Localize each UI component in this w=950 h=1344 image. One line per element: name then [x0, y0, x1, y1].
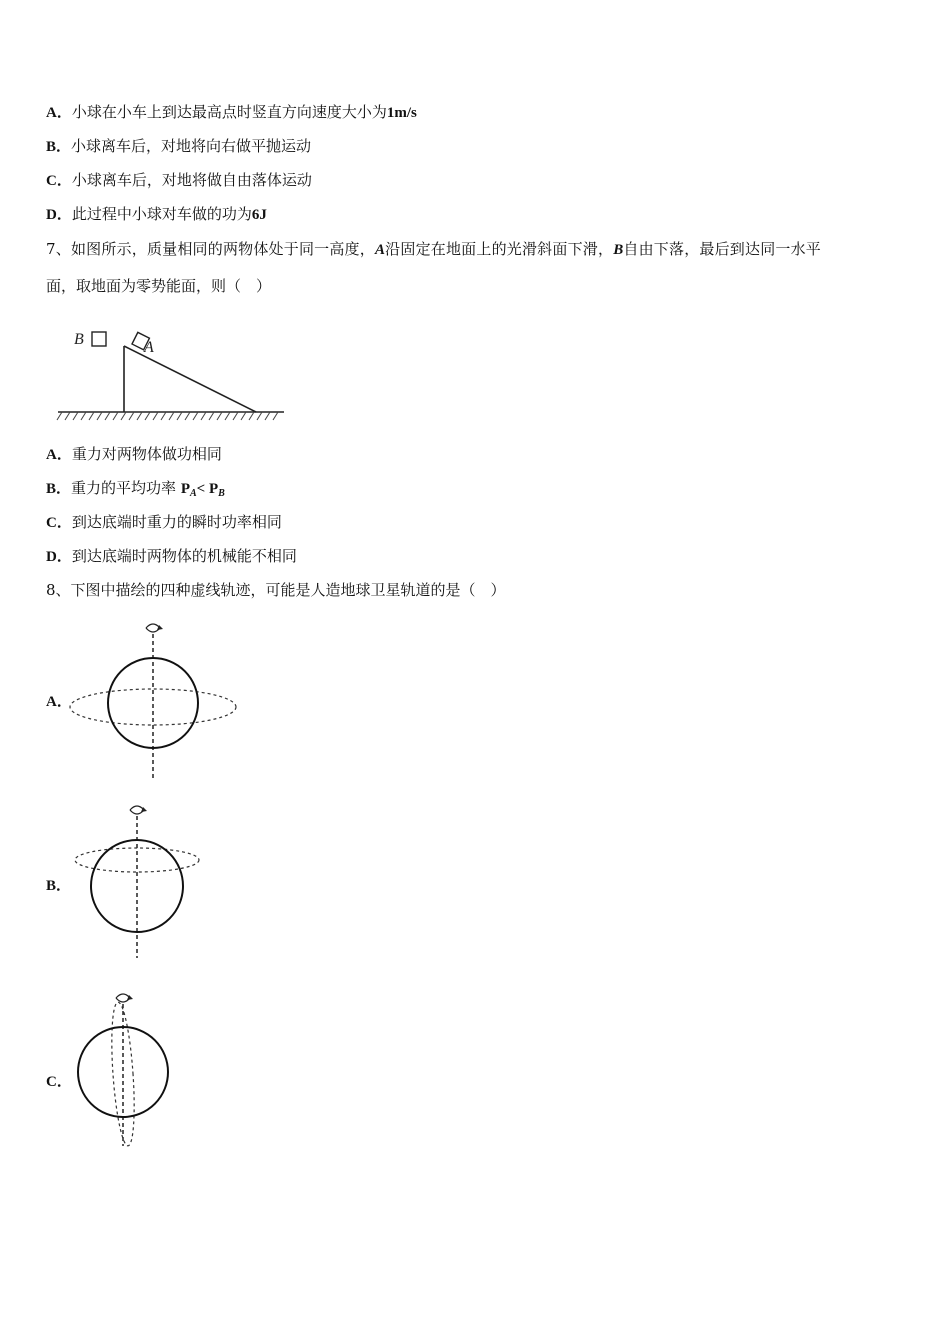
q7-incline-figure — [52, 322, 292, 430]
q7-stem-line2: 面，取地面为零势能面，则（ ） — [46, 277, 272, 295]
q8-figure-c — [72, 986, 176, 1150]
label-b: B — [74, 331, 84, 348]
q8-stem: 8、下图中描绘的四种虚线轨迹，可能是人造地球卫星轨道的是（ ） — [46, 581, 506, 599]
q8-figure-b — [72, 798, 204, 960]
q7-option-b: B．重力的平均功率 $P_A< P_B$ — [46, 479, 225, 499]
q7-stem-line1: 7、如图所示，质量相同的两物体处于同一高度，A沿固定在地面上的光滑斜面下滑，B自由下落，最后到达同一水平 — [46, 240, 822, 258]
q8-figure-a-label: A． — [46, 694, 72, 710]
block-b — [92, 332, 106, 346]
power-b: $P_B$ — [208, 481, 225, 499]
q6-option-c: C．小球离车后，对地将做自由落体运动 — [46, 171, 312, 189]
q6-option-d: D．此过程中小球对车做的功为6J — [46, 205, 267, 223]
q8-figure-a — [68, 616, 242, 782]
q7-option-d: D．到达底端时两物体的机械能不相同 — [46, 547, 297, 565]
q6-option-b: B．小球离车后，对地将向右做平抛运动 — [46, 137, 312, 155]
q8-figure-b-label: B． — [46, 878, 72, 894]
q8-figure-c-label: C． — [46, 1074, 72, 1090]
q7-option-a: A．重力对两物体做功相同 — [46, 445, 222, 463]
label-a: A — [144, 339, 154, 356]
q7-option-c: C．到达底端时重力的瞬时功率相同 — [46, 513, 282, 531]
q6-option-a: A．小球在小车上到达最高点时竖直方向速度大小为1m/s — [46, 103, 417, 121]
power-a: $P_A$ — [180, 481, 197, 499]
